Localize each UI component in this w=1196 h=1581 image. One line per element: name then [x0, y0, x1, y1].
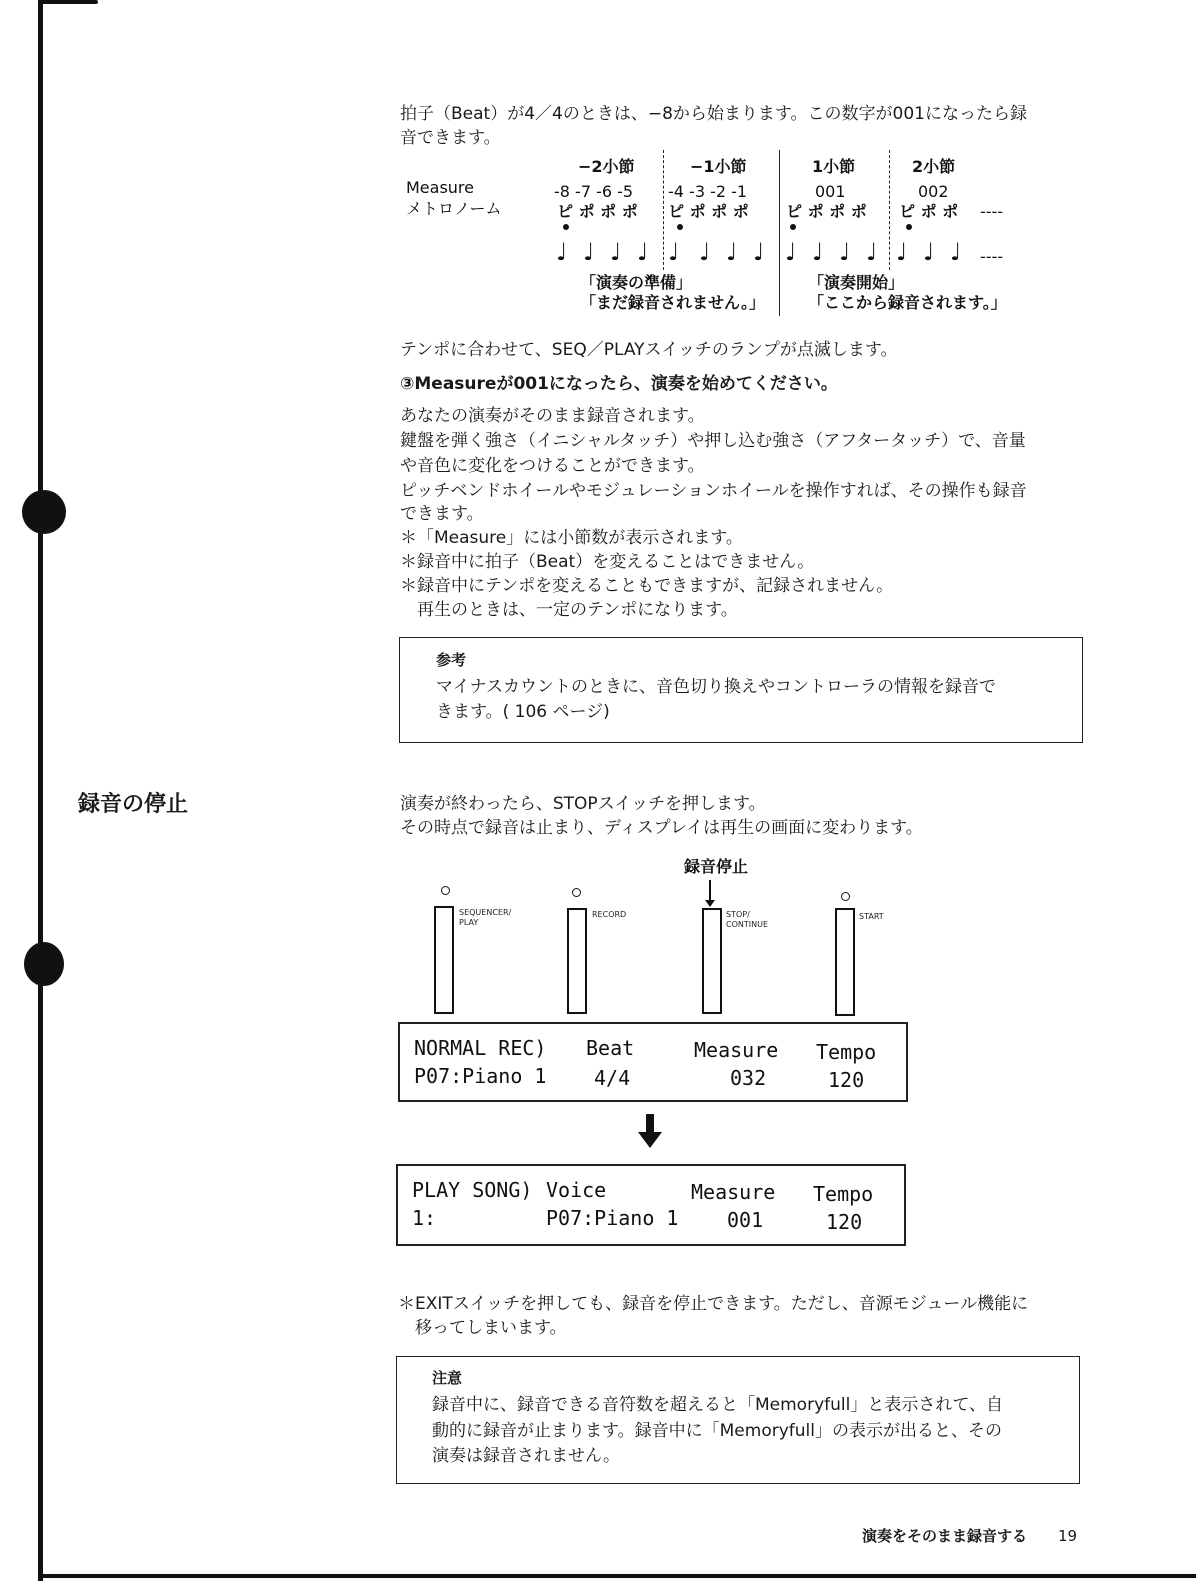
start-label: START [859, 912, 884, 921]
lcd2-voice-header: Voice [546, 1178, 607, 1202]
body-line-5: できます。 [400, 504, 484, 524]
section-title: 録音の停止 [78, 792, 189, 817]
header-minus2: −2小節 [578, 157, 635, 176]
step-3: ③Measureが001になったら、演奏を始めてください。 [400, 374, 838, 394]
lcd2-measure-header: Measure [691, 1180, 776, 1204]
header-1: 1小節 [812, 157, 856, 176]
lcd2-voice: P07:Piano 1 [546, 1206, 679, 1230]
stop-line-2: その時点で録音は止まり、ディスプレイは再生の画面に変わります。 [400, 818, 923, 838]
lcd1-voice: P07:Piano 1 [414, 1064, 547, 1088]
metro-b: ピ ポ ポ ポ [668, 202, 749, 221]
record-switch[interactable] [567, 908, 587, 1014]
body-line-4: ピッチベンドホイールやモジュレーションホイールを操作すれば、その操作も録音 [400, 481, 1027, 501]
metronome-label: メトロノーム [406, 199, 502, 218]
intro-line-2: 音できます。 [400, 128, 501, 148]
note-14: ♩ [923, 238, 935, 266]
prep-line-1: 「演奏の準備」 [580, 273, 693, 292]
note-6: ♩ [699, 238, 711, 266]
lcd1-measure: 032 [730, 1066, 767, 1090]
solid-divider [779, 150, 780, 316]
counts-pre: -8 -7 -6 -5 [554, 182, 634, 201]
lcd1-tempo-header: Tempo [816, 1040, 877, 1064]
lcd2-song: 1: [412, 1206, 437, 1230]
callout-arrow-line [709, 880, 711, 902]
down-arrow-icon [638, 1114, 662, 1148]
stop-continue-switch[interactable] [702, 908, 722, 1014]
prep-line-2: 「まだ録音されません。」 [580, 293, 765, 312]
accent-dot-2 [677, 224, 683, 230]
lcd2-tempo-header: Tempo [813, 1182, 874, 1206]
stop-label-2: CONTINUE [726, 920, 769, 929]
note-11: ♩ [839, 238, 851, 266]
lcd2-mode: PLAY SONG) [412, 1178, 533, 1202]
body-line-7: ＊録音中に拍子（Beat）を変えることはできません。 [400, 552, 815, 572]
footer-title: 演奏をそのまま録音する [862, 1527, 1028, 1545]
binding-edge [38, 0, 43, 1581]
metro-c: ピ ポ ポ ポ [786, 202, 867, 221]
lamp-seq [441, 886, 450, 895]
seq-label-1: SEQUENCER/ [459, 908, 512, 917]
reference-title: 参考 [436, 651, 467, 669]
body-line-1: あなたの演奏がそのまま録音されます。 [400, 406, 705, 426]
callout-arrow-head [705, 900, 715, 907]
dashed-divider-2 [889, 150, 890, 270]
lcd1-beat-header: Beat [586, 1036, 635, 1060]
body-line-9: 再生のときは、一定のテンポになります。 [400, 600, 738, 620]
lcd1-measure-header: Measure [694, 1038, 779, 1062]
count-001: 001 [815, 182, 846, 201]
note-3: ♩ [610, 238, 622, 266]
metro-d: ピ ポ ポ [899, 202, 959, 221]
header-2: 2小節 [912, 157, 956, 176]
notes-dash: ---- [980, 247, 1004, 266]
metro-a: ピ ポ ポ ポ [557, 202, 638, 221]
note-1: ♩ [556, 238, 568, 266]
header-minus1: −1小節 [690, 157, 747, 176]
accent-dot-4 [906, 224, 912, 230]
note-10: ♩ [812, 238, 824, 266]
bottom-edge [38, 1574, 1196, 1578]
caution-title: 注意 [432, 1369, 463, 1387]
binding-hole-2 [24, 942, 64, 986]
caution-line-3: 演奏は録音されません。 [432, 1446, 621, 1466]
page-number: 19 [1058, 1527, 1078, 1545]
tempo-note: テンポに合わせて、SEQ／PLAYスイッチのランプが点滅します。 [400, 340, 898, 360]
intro-line-1: 拍子（Beat）が4／4のときは、−8から始まります。この数字が001になったら録 [400, 104, 1027, 124]
exit-note-line-2: 移ってしまいます。 [398, 1318, 567, 1338]
stop-label-1: STOP/ [726, 910, 750, 919]
lcd1-beat: 4/4 [594, 1066, 631, 1090]
reference-line-1: マイナスカウントのときに、音色切り換えやコントローラの情報を録音で [436, 677, 996, 697]
note-9: ♩ [785, 238, 797, 266]
binding-hole-1 [22, 490, 66, 534]
body-line-2: 鍵盤を弾く強さ（イニシャルタッチ）や押し込む強さ（アフタータッチ）で、音量 [400, 431, 1026, 451]
start-switch[interactable] [835, 908, 855, 1016]
stop-line-1: 演奏が終わったら、STOPスイッチを押します。 [400, 794, 766, 814]
measure-label: Measure [406, 178, 474, 197]
note-12: ♩ [866, 238, 878, 266]
start-line-2: 「ここから録音されます。」 [808, 293, 1007, 312]
body-line-6: ＊「Measure」には小節数が表示されます。 [400, 528, 743, 548]
sequencer-play-switch[interactable] [434, 906, 454, 1014]
binding-top-curve [38, 0, 98, 4]
note-15: ♩ [950, 238, 962, 266]
reference-line-2: きます。( 106 ページ) [436, 702, 610, 722]
dashed-divider-1 [663, 150, 664, 270]
lcd2-tempo: 120 [826, 1210, 863, 1234]
note-5: ♩ [668, 238, 680, 266]
exit-note-line-1: ＊EXITスイッチを押しても、録音を停止できます。ただし、音源モジュール機能に [398, 1294, 1029, 1314]
lcd2-measure: 001 [727, 1208, 764, 1232]
seq-label-2: PLAY [459, 918, 479, 927]
stop-callout: 録音停止 [684, 857, 749, 876]
body-line-3: や音色に変化をつけることができます。 [400, 456, 705, 476]
lcd1-mode: NORMAL REC) [414, 1036, 547, 1060]
note-7: ♩ [726, 238, 738, 266]
record-label: RECORD [592, 910, 627, 919]
note-4: ♩ [637, 238, 649, 266]
count-002: 002 [918, 182, 949, 201]
caution-line-2: 動的に録音が止まります。録音中に「Memoryfull」の表示が出ると、その [432, 1421, 1002, 1441]
lamp-start [841, 892, 850, 901]
accent-dot-3 [790, 224, 796, 230]
caution-line-1: 録音中に、録音できる音符数を超えると「Memoryfull」と表示されて、自 [432, 1395, 1004, 1415]
note-8: ♩ [753, 238, 765, 266]
lcd1-tempo: 120 [828, 1068, 865, 1092]
counts-pre2: -4 -3 -2 -1 [668, 182, 748, 201]
lamp-record [572, 888, 581, 897]
metro-dash: ---- [980, 202, 1004, 221]
start-line-1: 「演奏開始」 [808, 273, 905, 292]
note-13: ♩ [896, 238, 908, 266]
body-line-8: ＊録音中にテンポを変えることもできますが、記録されません。 [400, 576, 894, 596]
accent-dot-1 [563, 224, 569, 230]
note-2: ♩ [583, 238, 595, 266]
